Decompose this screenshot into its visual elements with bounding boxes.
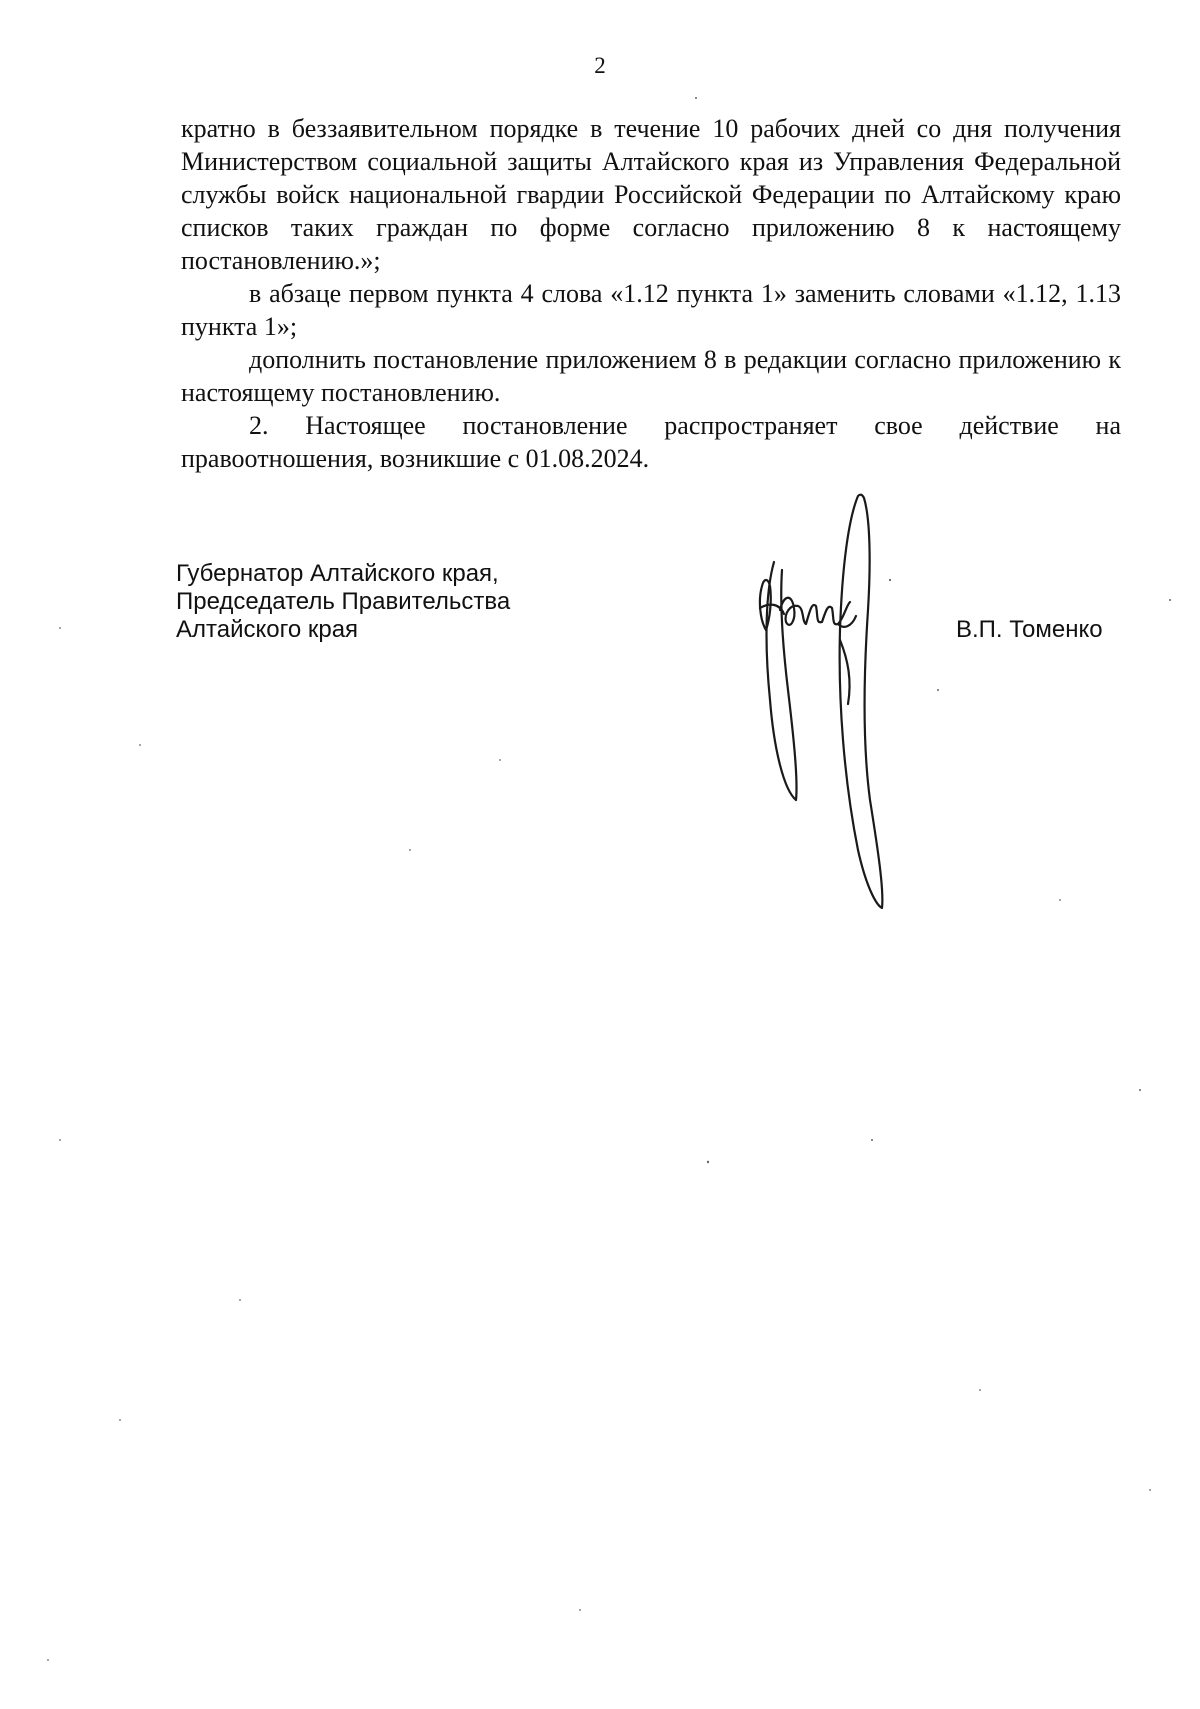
document-body xyxy=(181,112,1121,475)
paragraph-continuation: кратно в беззаявительном порядке в течение 10 рабочих дней со дня получения Министерством социальной защиты Алтайского края из Управления Федеральной службы войск национальной гвардии Российской Федерации по Алтайскому краю списков таких граждан по форме согласно приложению 8 к настоящему постановлению.»; xyxy=(181,114,1121,275)
signer-title-line: Алтайского края xyxy=(176,616,359,643)
signer-title xyxy=(176,560,510,644)
paragraph-appendix-8: дополнить постановление приложением 8 в редакции согласно приложению к настоящему постановлению. xyxy=(181,345,1121,407)
paragraph-amendment-point-4: в абзаце первом пункта 4 слова «1.12 пункта 1» заменить словами «1.12, 1.13 пункта 1»; xyxy=(181,279,1121,341)
handwritten-signature xyxy=(740,490,920,920)
paragraph-effective-date: 2. Настоящее постановление распространяет свое действие на правоотношения, возникшие с 01.08.2024. xyxy=(181,411,1121,473)
signer-title-line: Председатель Правительства xyxy=(176,588,511,615)
page-number: 2 xyxy=(594,53,606,78)
signer-name: В.П. Томенко xyxy=(956,616,1103,643)
signer-title-line: Губернатор Алтайского края, xyxy=(176,560,499,587)
